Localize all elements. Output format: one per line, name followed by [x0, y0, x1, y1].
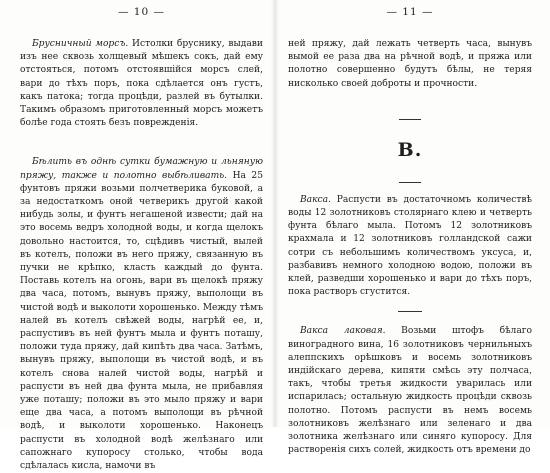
divider-rule [398, 311, 422, 312]
recipe-paragraph [20, 38, 263, 130]
divider-rule [399, 119, 421, 120]
recipe-body: Распусти въ достаточномъ количествѣ воды 12 золотниковъ столярнаго клею и четверть фунта бѣлаго мыла. Потомъ 12 золотниковъ крахмала и 12 золотниковъ голландской сажи сотри съ небольшимъ количествомъ уксуса, и, разбавивъ немного холодною водою, положи въ клей, разведши хорошенько и вари до тѣхъ поръ, пока растворъ сгустится. [288, 194, 532, 298]
page-number: — 10 — [117, 6, 166, 18]
recipe-paragraph [288, 325, 532, 457]
left-page [20, 0, 263, 472]
book-gutter [271, 0, 279, 427]
right-page [288, 0, 532, 456]
recipe-body: На 25 фунтовъ пряжи возьми полчетверика буковой, а за недостаткомъ оной четверикъ другой какой нибудь золы, и фунтъ негашеной извести; дай на это восемь ведръ холодной воды, и когда щелокъ довольно настоится, то, сцѣдивъ чистый, вылей въ котелъ, положи въ него пряжу, связанную въ пучки не крѣпко, класть каждый до фунта. Поставь котелъ на огонь, вари въ щелокѣ пряжу два часа, потомъ, вынувъ пряжу, выполощи въ чистой водѣ и выколоти хорошенько. Между тѣмъ налей въ котелъ свѣжей воды, нагрѣй ее, и, распустивъ въ ней фунтъ мыла и фунтъ поташу, положи туда пряжу, дай кипѣть два часа. Затѣмъ, вынувъ пряжу, выполощи въ чистой водѣ, и въ котелъ снова налей чистой воды, нагрѣй и распусти въ ней два фунта мыла, не прибавляя уже поташу; положи въ это мыло пряжу и вари еще два часа, а потомъ выполощи въ рѣчной водѣ, и выколоти хорошенько. Наконецъ распусти въ холодной водѣ желѣзнаго или сапожнаго купоросу столько, чтобы вода сдѣлалась кисла, намочи въ [20, 170, 263, 472]
divider-rule [399, 182, 421, 183]
recipe-paragraph [288, 194, 532, 300]
recipe-paragraph [20, 156, 263, 473]
recipe-title: Бѣлить въ однѣ сутки бумажную и льняную пряжу, также и полотно выбѣливать. [20, 157, 263, 181]
page-number: — 11 — [386, 6, 434, 18]
continued-paragraph [288, 38, 532, 91]
section-heading: В. [397, 138, 423, 161]
recipe-body: Истолки бруснику, выдави изъ нее сквозь холщевый мѣшекъ сокъ, дай ему отстояться, потомъ отстоявшійся морсъ слей, вари до тѣхъ поръ, пока сдѣлается онъ густъ, какъ патока; тогда процѣди, разлей въ бутылки. Такимъ образомъ приготовленный морсъ можетъ болѣе года стоять безъ поврежденія. [20, 39, 263, 129]
recipe-body: ней пряжу, дай лежать четверть часа, вынувъ вымой ее раза два на рѣчной водѣ, и пряжа или полотно совершенно будутъ бѣлы, не теряя нисколько своей доброты и прочности. [288, 39, 532, 89]
recipe-title: Вакса лаковая. [300, 326, 386, 337]
recipe-title: Брусничный морсъ. [32, 39, 129, 49]
recipe-title: Вакса. [300, 194, 331, 205]
recipe-body: Возьми штофъ бѣлаго виноградного вина, 16 золотниковъ чернильныхъ алеппскихъ орѣшковъ и восемь золотниковъ индійскаго дерева, кипяти смѣсь эту полчаса, такъ, чтобы третья жидкости уварилась или испарилась; остальную жидкость процѣди сквозь полотно. Потомъ распусти въ немъ восемь золотниковъ желѣзнаго или зеленаго и два золотника желѣзнаго или синяго купоросу. Для растворенія сихъ солей, жидкость отъ времени до [288, 326, 532, 456]
